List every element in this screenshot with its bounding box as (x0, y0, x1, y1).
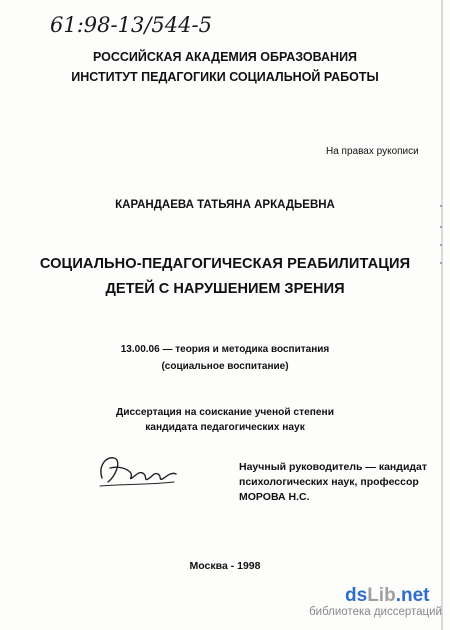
watermark-logo-part-1: ds (345, 585, 368, 606)
city-year: Москва - 1998 (189, 560, 261, 572)
supervisor-line-2: психологических наук, профессор (239, 476, 419, 488)
archive-number-text: 61:98-13/544-5 (50, 13, 212, 37)
author-name: КАРАНДАЕВА ТАТЬЯНА АРКАДЬЕВНА (115, 199, 335, 211)
organization-line-1: РОССИЙСКАЯ АКАДЕМИЯ ОБРАЗОВАНИЯ (92, 50, 358, 64)
specialty-subtitle: (социальное воспитание) (161, 361, 289, 372)
specialty-code: 13.00.06 — теория и методика воспитания (120, 344, 330, 355)
thesis-title-line-1: СОЦИАЛЬНО-ПЕДАГОГИЧЕСКАЯ РЕАБИЛИТАЦИЯ (39, 256, 411, 272)
supervisor-name: МОРОВА Н.С. (239, 491, 310, 503)
thesis-title-line-2: ДЕТЕЙ С НАРУШЕНИЕМ ЗРЕНИЯ (105, 281, 345, 297)
degree-line-1: Диссертация на соискание ученой степени (116, 407, 334, 418)
watermark-logo-part-3: .net (395, 585, 430, 606)
watermark-logo-part-2: Lib (367, 585, 396, 606)
supervisor-line-1: Научный руководитель — кандидат (239, 461, 428, 473)
watermark-logo (345, 585, 429, 607)
watermark-subtitle: библиотека диссертаций (309, 606, 442, 618)
rights-note: На правах рукописи (326, 146, 419, 157)
degree-line-2: кандидата педагогических наук (145, 422, 305, 433)
organization-line-2: ИНСТИТУТ ПЕДАГОГИКИ СОЦИАЛЬНОЙ РАБОТЫ (71, 70, 379, 84)
